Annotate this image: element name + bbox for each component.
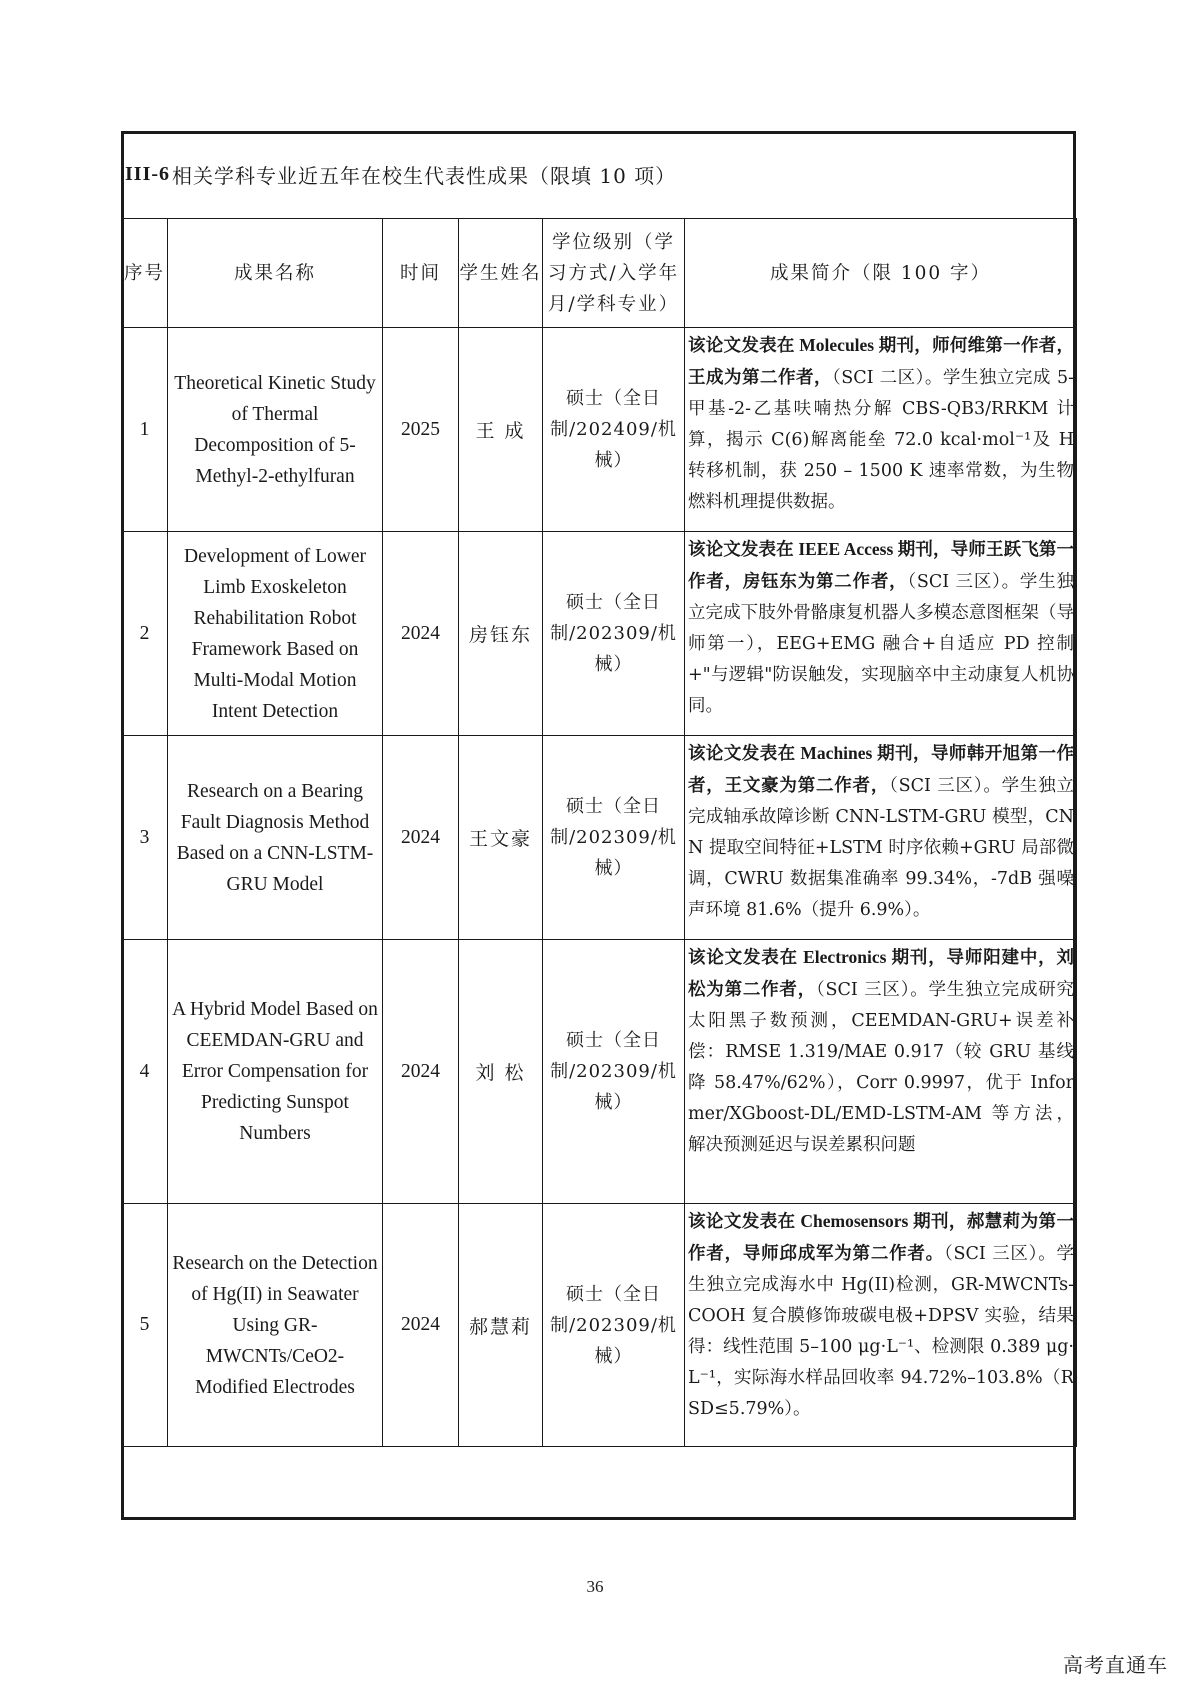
row-student: 王文豪: [459, 736, 543, 940]
row-summary: [685, 532, 1077, 736]
row-summary: [685, 736, 1077, 940]
row-student: 王 成: [459, 328, 543, 532]
row-index: 1: [122, 328, 168, 532]
achievements-table: [121, 218, 1077, 1447]
row-index: 5: [122, 1204, 168, 1447]
section-title: [121, 131, 1076, 218]
row-summary-body: （SCI 二区）。学生独立完成 5-甲基-2-乙基呋喃热分解 CBS-QB3/RRKM 计算，揭示 C(6)解离能垒 72.0 kcal·mol⁻¹及 H 转移机制，获 250 – 1500 K 速率常数，为生物燃料机理提供数据。: [688, 368, 1074, 512]
row-summary-body: （SCI 三区）。学生独立完成海水中 Hg(II)检测，GR-MWCNTs-COOH 复合膜修饰玻碳电极+DPSV 实验，结果得：线性范围 5–100 μg·L⁻¹、检测限 0.389 μg·L⁻¹，实际海水样品回收率 94.72%–103.8%（RSD≤5.79%）。: [688, 1244, 1074, 1419]
table-row: [122, 940, 1077, 1204]
row-summary-lead: 该论文发表在 Chemosensors 期刊，郝慧莉为第一作者，导师邱成军为第二作者。: [688, 1211, 1074, 1263]
row-index: 4: [122, 940, 168, 1204]
row-summary-body: （SCI 三区）。学生独立完成研究太阳黑子数预测，CEEMDAN-GRU+误差补偿：RMSE 1.319/MAE 0.917（较 GRU 基线降 58.47%/62%），Corr 0.9997，优于 Informer/XGboost-DL/EMD-LSTM-AM 等方法，解决预测延迟与误差累积问题: [688, 980, 1075, 1155]
page-number: 36: [586, 1577, 604, 1596]
row-time: 2024: [383, 532, 459, 736]
table-row: [122, 1204, 1077, 1447]
row-summary-lead: 该论文发表在 Machines 期刊，导师韩开旭第一作者，王文豪为第二作者，: [688, 743, 1074, 795]
section-code: III-6: [125, 163, 171, 185]
row-index: 2: [122, 532, 168, 736]
header-index: 序号: [122, 219, 168, 328]
row-title: Research on a Bearing Fault Diagnosis Method Based on a CNN-LSTM-GRU Model: [168, 736, 383, 940]
table-row: [122, 736, 1077, 940]
section-title-text: 相关学科专业近五年在校生代表性成果（限填 10 项）: [172, 164, 677, 188]
header-student: 学生姓名: [459, 219, 543, 328]
row-summary-lead: 该论文发表在 IEEE Access 期刊，导师王跃飞第一作者，房钰东为第二作者，: [688, 539, 1074, 591]
row-time: 2024: [383, 940, 459, 1204]
row-degree: 硕士（全日制/202309/机械）: [543, 940, 685, 1204]
row-title: Development of Lower Limb Exoskeleton Rehabilitation Robot Framework Based on Multi-Modal Motion Intent Detection: [168, 532, 383, 736]
header-time: 时间: [383, 219, 459, 328]
row-student: 刘 松: [459, 940, 543, 1204]
table-row: [122, 532, 1077, 736]
row-degree: 硕士（全日制/202309/机械）: [543, 1204, 685, 1447]
row-time: 2024: [383, 736, 459, 940]
row-summary: [685, 940, 1077, 1204]
watermark: 高考直通车: [1063, 1653, 1168, 1677]
row-title: A Hybrid Model Based on CEEMDAN-GRU and Error Compensation for Predicting Sunspot Numbers: [168, 940, 383, 1204]
row-time: 2025: [383, 328, 459, 532]
header-title: 成果名称: [168, 219, 383, 328]
header-row: [122, 219, 1077, 328]
row-time: 2024: [383, 1204, 459, 1447]
row-summary: [685, 328, 1077, 532]
header-summary: 成果简介（限 100 字）: [685, 219, 1077, 328]
row-title: Research on the Detection of Hg(II) in Seawater Using GR-MWCNTs/CeO2-Modified Electrodes: [168, 1204, 383, 1447]
row-degree: 硕士（全日制/202409/机械）: [543, 328, 685, 532]
row-student: 房钰东: [459, 532, 543, 736]
row-degree: 硕士（全日制/202309/机械）: [543, 736, 685, 940]
row-degree: 硕士（全日制/202309/机械）: [543, 532, 685, 736]
row-summary: [685, 1204, 1077, 1447]
row-summary-lead: 该论文发表在 Electronics 期刊，导师阳建中，刘松为第二作者，: [688, 947, 1074, 999]
row-student: 郝慧莉: [459, 1204, 543, 1447]
row-summary-body: （SCI 三区）。学生独立完成下肢外骨骼康复机器人多模态意图框架（导师第一），EEG+EMG 融合+自适应 PD 控制+"与逻辑"防误触发，实现脑卒中主动康复人机协同。: [688, 572, 1075, 716]
row-index: 3: [122, 736, 168, 940]
table-row: [122, 328, 1077, 532]
row-title: Theoretical Kinetic Study of Thermal Decomposition of 5-Methyl-2-ethylfuran: [168, 328, 383, 532]
row-summary-body: （SCI 三区）。学生独立完成轴承故障诊断 CNN-LSTM-GRU 模型，CNN 提取空间特征+LSTM 时序依赖+GRU 局部微调，CWRU 数据集准确率 99.34%，-7dB 强噪声环境 81.6%（提升 6.9%）。: [688, 776, 1075, 920]
row-summary-lead: 该论文发表在 Molecules 期刊，师何维第一作者，王成为第二作者，: [688, 335, 1074, 387]
header-degree: 学位级别（学习方式/入学年月/学科专业）: [543, 219, 685, 328]
